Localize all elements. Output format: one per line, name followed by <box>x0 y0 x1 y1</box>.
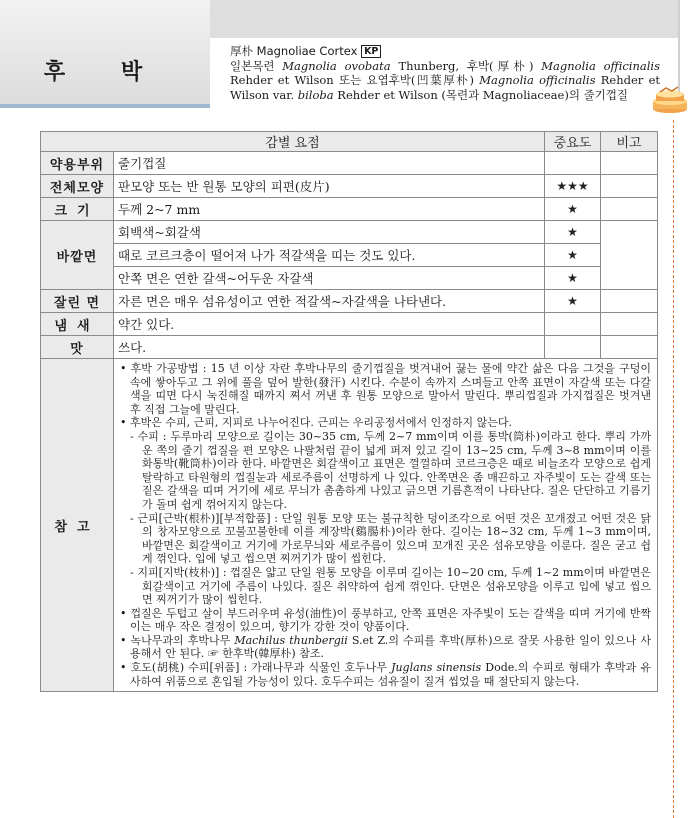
row-label-overall-shape: 전체모양 <box>41 175 114 198</box>
species-name: Machilus thunbergii <box>234 633 348 647</box>
kp-badge: KP <box>361 45 381 58</box>
importance-stars: ★ <box>545 198 601 221</box>
species-3: Magnolia officinalis <box>479 73 596 87</box>
herb-name <box>230 44 381 58</box>
definition-text-1: 일본목련 <box>230 58 275 73</box>
row-desc: 때로 코르크층이 떨어져 나가 적갈색을 띠는 것도 있다. <box>114 244 545 267</box>
table-row <box>41 198 658 221</box>
table-row <box>41 313 658 336</box>
table-row <box>41 152 658 175</box>
importance-stars: ★★★ <box>545 175 601 198</box>
note-quality: • 껍질은 두텁고 살이 부드러우며 유성(油性)이 풍부하고, 안쪽 표면은 자주빛이 도는 갈색을 띠며 거기에 반짝이는 매우 작은 결정이 있으며, 향기가 강한 것이 양품이다. <box>120 606 651 634</box>
title-box <box>0 0 210 108</box>
page-title: 후 박 <box>43 60 167 85</box>
right-margin-dashed-line <box>673 120 674 818</box>
species-2: Magnolia officinalis <box>541 58 661 73</box>
definition-text-2: Thunberg, 후박(厚朴) <box>398 58 534 73</box>
herb-bark-stack-icon <box>650 84 690 114</box>
table-row <box>41 290 658 313</box>
row-desc: 판모양 또는 반 원통 모양의 피편(皮片) <box>114 175 545 198</box>
identification-table <box>40 131 658 692</box>
table-header-row <box>41 132 658 152</box>
notes-cell <box>114 359 658 692</box>
definition-text-4: Rehder et Wilson var. <box>230 73 661 102</box>
note-stem-bark: - 수피 : 두루마리 모양으로 길이는 30~35 cm, 두께 2~7 mm이며 이를 통박(筒朴)이라고 한다. 뿌리 가까운 쪽의 줄기 껍질을 편 모양은 나팔처럼 끝이 넓게 퍼져 있고 길이 13~25 cm, 두께 3~8 mm이며 이를 화통박(靴筒朴)이라 한다. 바깥면은 회갈색이고 표면은 껄껄하며 코르크층은 때로 비늘조각 모양으로 쉽게 탈락하고 타원형의 껍질눈과 세로주름이 선명하게 나 있다. 안쪽면은 좀 매끈하고 자주빛이 도는 갈색 또는 짙은 갈색을 띠며 거기에 세로 무늬가 촘촘하게 나있고 긁으면 기름흔적이 나타난다. 질은 단단하고 기름기가 돌며 쉽게 꺾어지지 않는다. <box>130 429 651 511</box>
header-importance: 중요도 <box>545 132 601 152</box>
remarks-cell <box>601 198 658 221</box>
header-definition <box>230 44 660 102</box>
header-remarks: 비고 <box>601 132 658 152</box>
row-desc: 쓰다. <box>114 336 545 359</box>
remarks-cell <box>601 175 658 198</box>
table-row <box>41 244 658 267</box>
definition-text-5: Rehder et Wilson (목련과 Magnoliaceae)의 줄기껍질 <box>337 87 629 102</box>
species-name: Juglans sinensis <box>391 661 482 675</box>
row-label-notes: 참고 <box>41 359 114 692</box>
note-branch-bark: - 지피[지박(枝朴)] : 껍질은 얇고 단일 원통 모양을 이루며 길이는 10~20 cm, 두께 1~2 mm이며 바깥면은 회갈색이고 거기에 주름이 나있다. 질은 취약하여 쉽게 꺾인다. 단면은 섬유모양을 이루고 입에 넣고 씹으면 찌꺼기가 많이 씹힌다. <box>130 565 651 607</box>
importance-stars <box>545 336 601 359</box>
note-text: • 호도(胡桃) 수피[위품] : 가래나무과 식물인 호두나무 <box>120 661 387 675</box>
note-machilus <box>120 634 651 661</box>
row-label-taste: 맛 <box>41 336 114 359</box>
species-1: Magnolia ovobata <box>282 58 391 73</box>
importance-stars: ★ <box>545 290 601 313</box>
remarks-cell <box>601 290 658 313</box>
note-walnut <box>120 661 651 688</box>
remarks-cell <box>601 221 658 290</box>
importance-stars <box>545 313 601 336</box>
note-processing: • 후박 가공방법 : 15 년 이상 자란 후박나무의 줄기껍질을 벗겨내어 끓는 물에 약간 삶은 다음 그것을 구덩이 속에 쌓아두고 그 위에 풀을 덮어 발한(發汗) 시킨다. 수분이 속까지 스며들고 안쪽 표면이 자갈색 또는 다갈색을 띠면 다시 눅진해질 때까지 쪄서 꺼낸 후 원통 모양으로 말아서 말린다. 뿌리껍질과 가지껍질은 벗겨낸 후 직접 그늘에 말린다. <box>120 362 651 416</box>
table-row <box>41 267 658 290</box>
importance-stars <box>545 152 601 175</box>
remarks-cell <box>601 152 658 175</box>
remarks-cell <box>601 313 658 336</box>
importance-stars: ★ <box>545 267 601 290</box>
herb-name-latin: Magnoliae Cortex <box>256 44 358 58</box>
row-desc: 회백색~회갈색 <box>114 221 545 244</box>
importance-stars: ★ <box>545 244 601 267</box>
note-root-bark: - 근피[근박(根朴)][부적합품] : 단일 원통 모양 또는 불규칙한 덩이조각으로 어떤 것은 꼬개졌고 어떤 것은 닭의 창자모양으로 꼬불꼬불한데 이를 계장박(鷄腸朴)이라 한다. 길이는 18~32 cm, 두께 1~3 mm이며, 바깥면은 회갈색이고 거기에 가로무늬와 세로주름이 있으며 꼬개진 곳은 섬유모양을 이룬다. 질은 굳고 쉽게 꺾인다. 입에 넣고 씹으면 찌꺼기가 많이 씹힌다. <box>130 511 651 566</box>
table-row <box>41 221 658 244</box>
row-desc: 약간 있다. <box>114 313 545 336</box>
row-desc: 줄기껍질 <box>114 152 545 175</box>
row-desc: 두께 2~7 mm <box>114 198 545 221</box>
note-text: Dode.의 수피로 형태가 후박과 유사하여 위품으로 혼입될 가능성이 있다. 호두수피는 섬유질이 질겨 씹었을 때 절단되지 않는다. <box>130 661 651 688</box>
species-4: biloba <box>297 87 334 102</box>
importance-stars: ★ <box>545 221 601 244</box>
table-row <box>41 336 658 359</box>
row-label-outer-surface: 바깥면 <box>41 221 114 290</box>
row-label-part-used: 약용부위 <box>41 152 114 175</box>
row-label-size: 크기 <box>41 198 114 221</box>
header-criteria: 감별 요점 <box>41 132 545 152</box>
header-band <box>210 0 678 38</box>
table-row-notes <box>41 359 658 692</box>
row-desc: 안쪽 면은 연한 갈색~어두운 자갈색 <box>114 267 545 290</box>
definition-text-3: Rehder et Wilson 또는 요엽후박(凹葉厚朴) <box>230 73 474 87</box>
table-row <box>41 175 658 198</box>
note-types: • 후박은 수피, 근피, 지피로 나누어진다. 근피는 우리공정서에서 인정하지 않는다. <box>120 416 512 430</box>
row-label-odor: 냄새 <box>41 313 114 336</box>
row-desc: 자른 면은 매우 섬유성이고 연한 적갈색~자갈색을 나타낸다. <box>114 290 545 313</box>
remarks-cell <box>601 336 658 359</box>
note-text: • 녹나무과의 후박나무 <box>120 633 231 647</box>
row-label-cut-surface: 잘린 면 <box>41 290 114 313</box>
herb-name-hanja: 厚朴 <box>230 44 253 58</box>
note-text: S.et Z.의 수피를 후박(厚朴)으로 잘못 사용한 일이 있으나 사용해서 안 된다. ☞ 한후박(韓厚朴) 참조. <box>130 633 651 661</box>
